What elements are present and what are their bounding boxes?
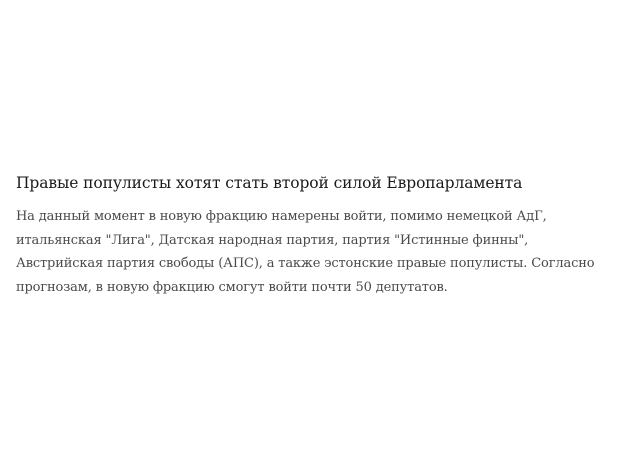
article-headline: Правые популисты хотят стать второй силой Европарламента [16, 174, 523, 192]
article-body: На данный момент в новую фракцию намерены войти, помимо немецкой АдГ, итальянская "Лига", Датская народная партия, партия "Истинные финны", Австрийская партия свободы (АПС), а также эстонские правые популисты. Согласно прогнозам, в новую фракцию смогут войти почти 50 депутатов. [16, 209, 595, 295]
news-article [16, 172, 612, 299]
